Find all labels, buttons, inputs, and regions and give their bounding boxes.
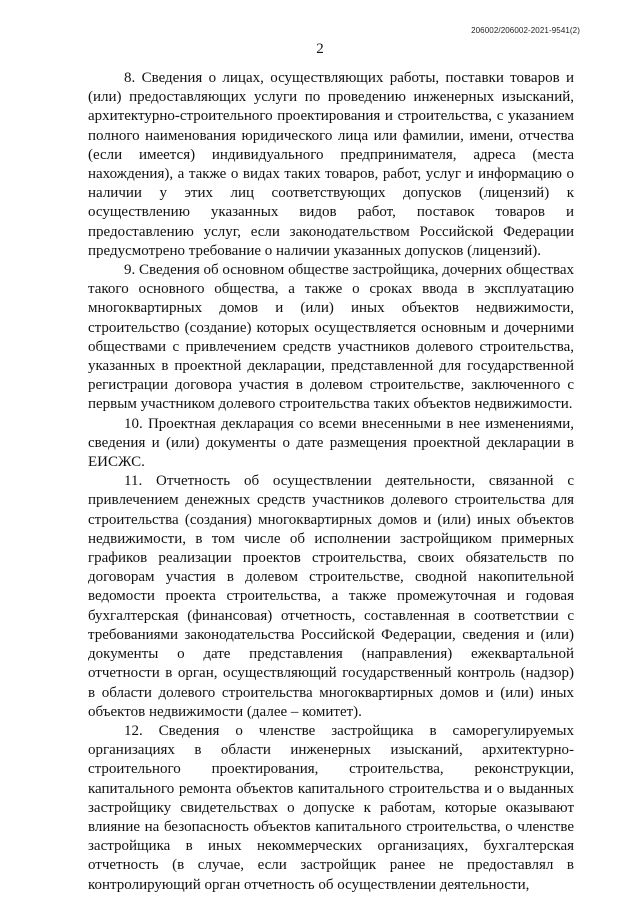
paragraph-11: 11. Отчетность об осуществлении деятельности, связанной с привлечением денежных средств участников долевого строительства для строительства (создания) многоквартирных домов и (или) иных объектов недвижимости, в том числе об исполнении застройщиком примерных графиков реализации проектов строительства, своих обязательств по договорам участия в долевом строительстве, сводной накопительной ведомости проекта строительства, а также промежуточная и годовая бухгалтерская (финансовая) отчетность, составленная в соответствии с требованиями законодательства Российской Федерации, сведения и (или) документы о дате представления (направления) ежеквартальной отчетности в орган, осуществляющий государственный контроль (надзор) в области долевого строительства многоквартирных домов и (или) иных объектов недвижимости (далее – комитет). [88,473,574,720]
paragraph-12: 12. Сведения о членстве застройщика в саморегулируемых организациях в области инженерных изысканий, архитектурно-строительного проектирования, строительства, реконструкции, капитального ремонта объектов капитального строительства и о выданных застройщику свидетельствах о допуске к работам, которые оказывают влияние на безопасность объектов капитального строительства, о членстве застройщика в иных некоммерческих организациях, бухгалтерская отчетность (в случае, если застройщик ранее не предоставлял в контролирующий орган отчетность об осуществлении деятельности, [88,722,574,893]
paragraph-9: 9. Сведения об основном обществе застройщика, дочерних обществах такого основного общества, а также о сроках ввода в эксплуатацию многоквартирных домов и (или) иных объектов недвижимости, строительство (создание) которых осуществляется основным и дочерними обществами с привлечением средств участников долевого строительства, указанных в проектной декларации, представленной для государственной регистрации договора участия в долевом строительстве, заключенного с первым участником долевого строительства таких объектов недвижимости. [88,262,574,413]
page-number: 2 [316,41,324,57]
document-body [88,69,574,895]
document-id: 206002/206002-2021-9541(2) [471,26,580,35]
paragraph-10: 10. Проектная декларация со всеми внесенными в нее изменениями, сведения и (или) документы о дате размещения проектной декларации в ЕИСЖС. [88,415,574,471]
paragraph-8: 8. Сведения о лицах, осуществляющих работы, поставки товаров и (или) предоставляющих услуги по проведению инженерных изысканий, архитектурно-строительного проектирования и строительства, с указанием полного наименования юридического лица или фамилии, имени, отчества (если имеется) индивидуального предпринимателя, адреса (места нахождения), а также о видах таких товаров, работ, услуг и информацию о наличии у этих лиц соответствующих допусков (лицензий) к осуществлению указанных видов работ, поставок товаров и предоставлению услуг, если законодательством Российской Федерации предусмотрено требование о наличии указанных допусков (лицензий). [88,70,574,259]
